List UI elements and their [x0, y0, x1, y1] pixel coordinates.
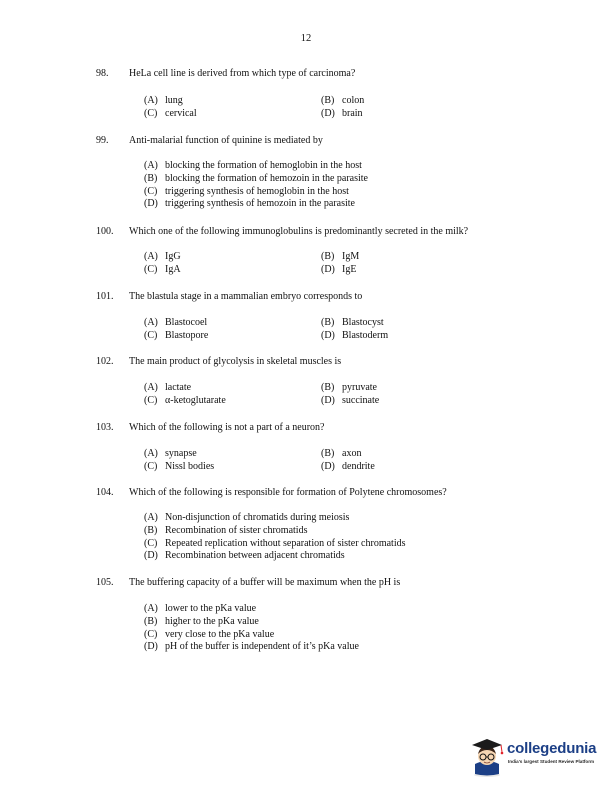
- page-number: 12: [300, 33, 312, 44]
- option-a: (A) Non-disjunction of chromatids during meiosis: [144, 512, 350, 523]
- question-number: 104.: [96, 487, 114, 498]
- option-c: (C) cervical: [144, 108, 197, 119]
- option-d: (D) dendrite: [321, 461, 375, 472]
- option-c: (C) Repeated replication without separation of sister chromatids: [144, 537, 406, 549]
- question-text: Which of the following is responsible for formation of Polytene chromosomes?: [129, 487, 447, 498]
- question-text: The blastula stage in a mammalian embryo corresponds to: [129, 291, 363, 302]
- option-a: (A) IgG: [144, 251, 181, 262]
- collegedunia-logo: [468, 737, 608, 777]
- question-text: Anti-malarial function of quinine is mediated by: [129, 135, 323, 146]
- option-b: (B) axon: [321, 448, 362, 459]
- question-text: HeLa cell line is derived from which type of carcinoma?: [129, 68, 356, 79]
- option-b: (B) Blastocyst: [321, 317, 384, 328]
- option-d: (D) Blastoderm: [321, 330, 389, 341]
- question-number: 100.: [96, 226, 114, 237]
- question-text: Which one of the following immunoglobulins is predominantly secreted in the milk?: [129, 226, 469, 237]
- option-b: (B) Recombination of sister chromatids: [144, 524, 308, 536]
- logo-wordmark: collegedunia: [507, 740, 597, 757]
- option-d: (D) pH of the buffer is independent of it’s pKa value: [144, 641, 359, 653]
- option-a: (A) synapse: [144, 448, 197, 459]
- option-b: (B) higher to the pKa value: [144, 615, 259, 627]
- option-a: (A) Blastocoel: [144, 317, 208, 328]
- option-c: (C) IgA: [144, 264, 181, 275]
- option-d: (D) IgE: [321, 264, 357, 275]
- option-b: (B) colon: [321, 95, 365, 106]
- question-number: 105.: [96, 577, 114, 588]
- option-d: (D) succinate: [321, 395, 380, 406]
- option-c: (C) very close to the pKa value: [144, 628, 275, 640]
- option-c: (C) Blastopore: [144, 330, 209, 341]
- option-a: (A) blocking the formation of hemoglobin in the host: [144, 160, 362, 171]
- question-number: 103.: [96, 422, 114, 433]
- logo-tagline: India's largest Student Review Platform: [508, 759, 595, 764]
- question-text: The buffering capacity of a buffer will be maximum when the pH is: [129, 577, 401, 588]
- question-number: 98.: [96, 68, 109, 79]
- question-number: 101.: [96, 291, 114, 302]
- option-a: (A) lung: [144, 95, 183, 106]
- option-b: (B) pyruvate: [321, 382, 377, 393]
- option-b: (B) IgM: [321, 251, 360, 262]
- graduate-mascot-icon: [468, 737, 506, 777]
- option-c: (C) α-ketoglutarate: [144, 395, 226, 406]
- option-d: (D) Recombination between adjacent chromatids: [144, 550, 345, 562]
- option-c: (C) Nissl bodies: [144, 461, 215, 472]
- question-number: 99.: [96, 135, 109, 146]
- question-number: 102.: [96, 356, 114, 367]
- option-a: (A) lactate: [144, 382, 192, 393]
- option-c: (C) triggering synthesis of hemoglobin in the host: [144, 185, 349, 197]
- question-text: Which of the following is not a part of a neuron?: [129, 422, 325, 433]
- option-d: (D) brain: [321, 108, 363, 119]
- option-d: (D) triggering synthesis of hemozoin in the parasite: [144, 198, 355, 210]
- question-text: The main product of glycolysis in skeletal muscles is: [129, 356, 342, 367]
- option-a: (A) lower to the pKa value: [144, 603, 257, 614]
- option-b: (B) blocking the formation of hemozoin in the parasite: [144, 172, 368, 184]
